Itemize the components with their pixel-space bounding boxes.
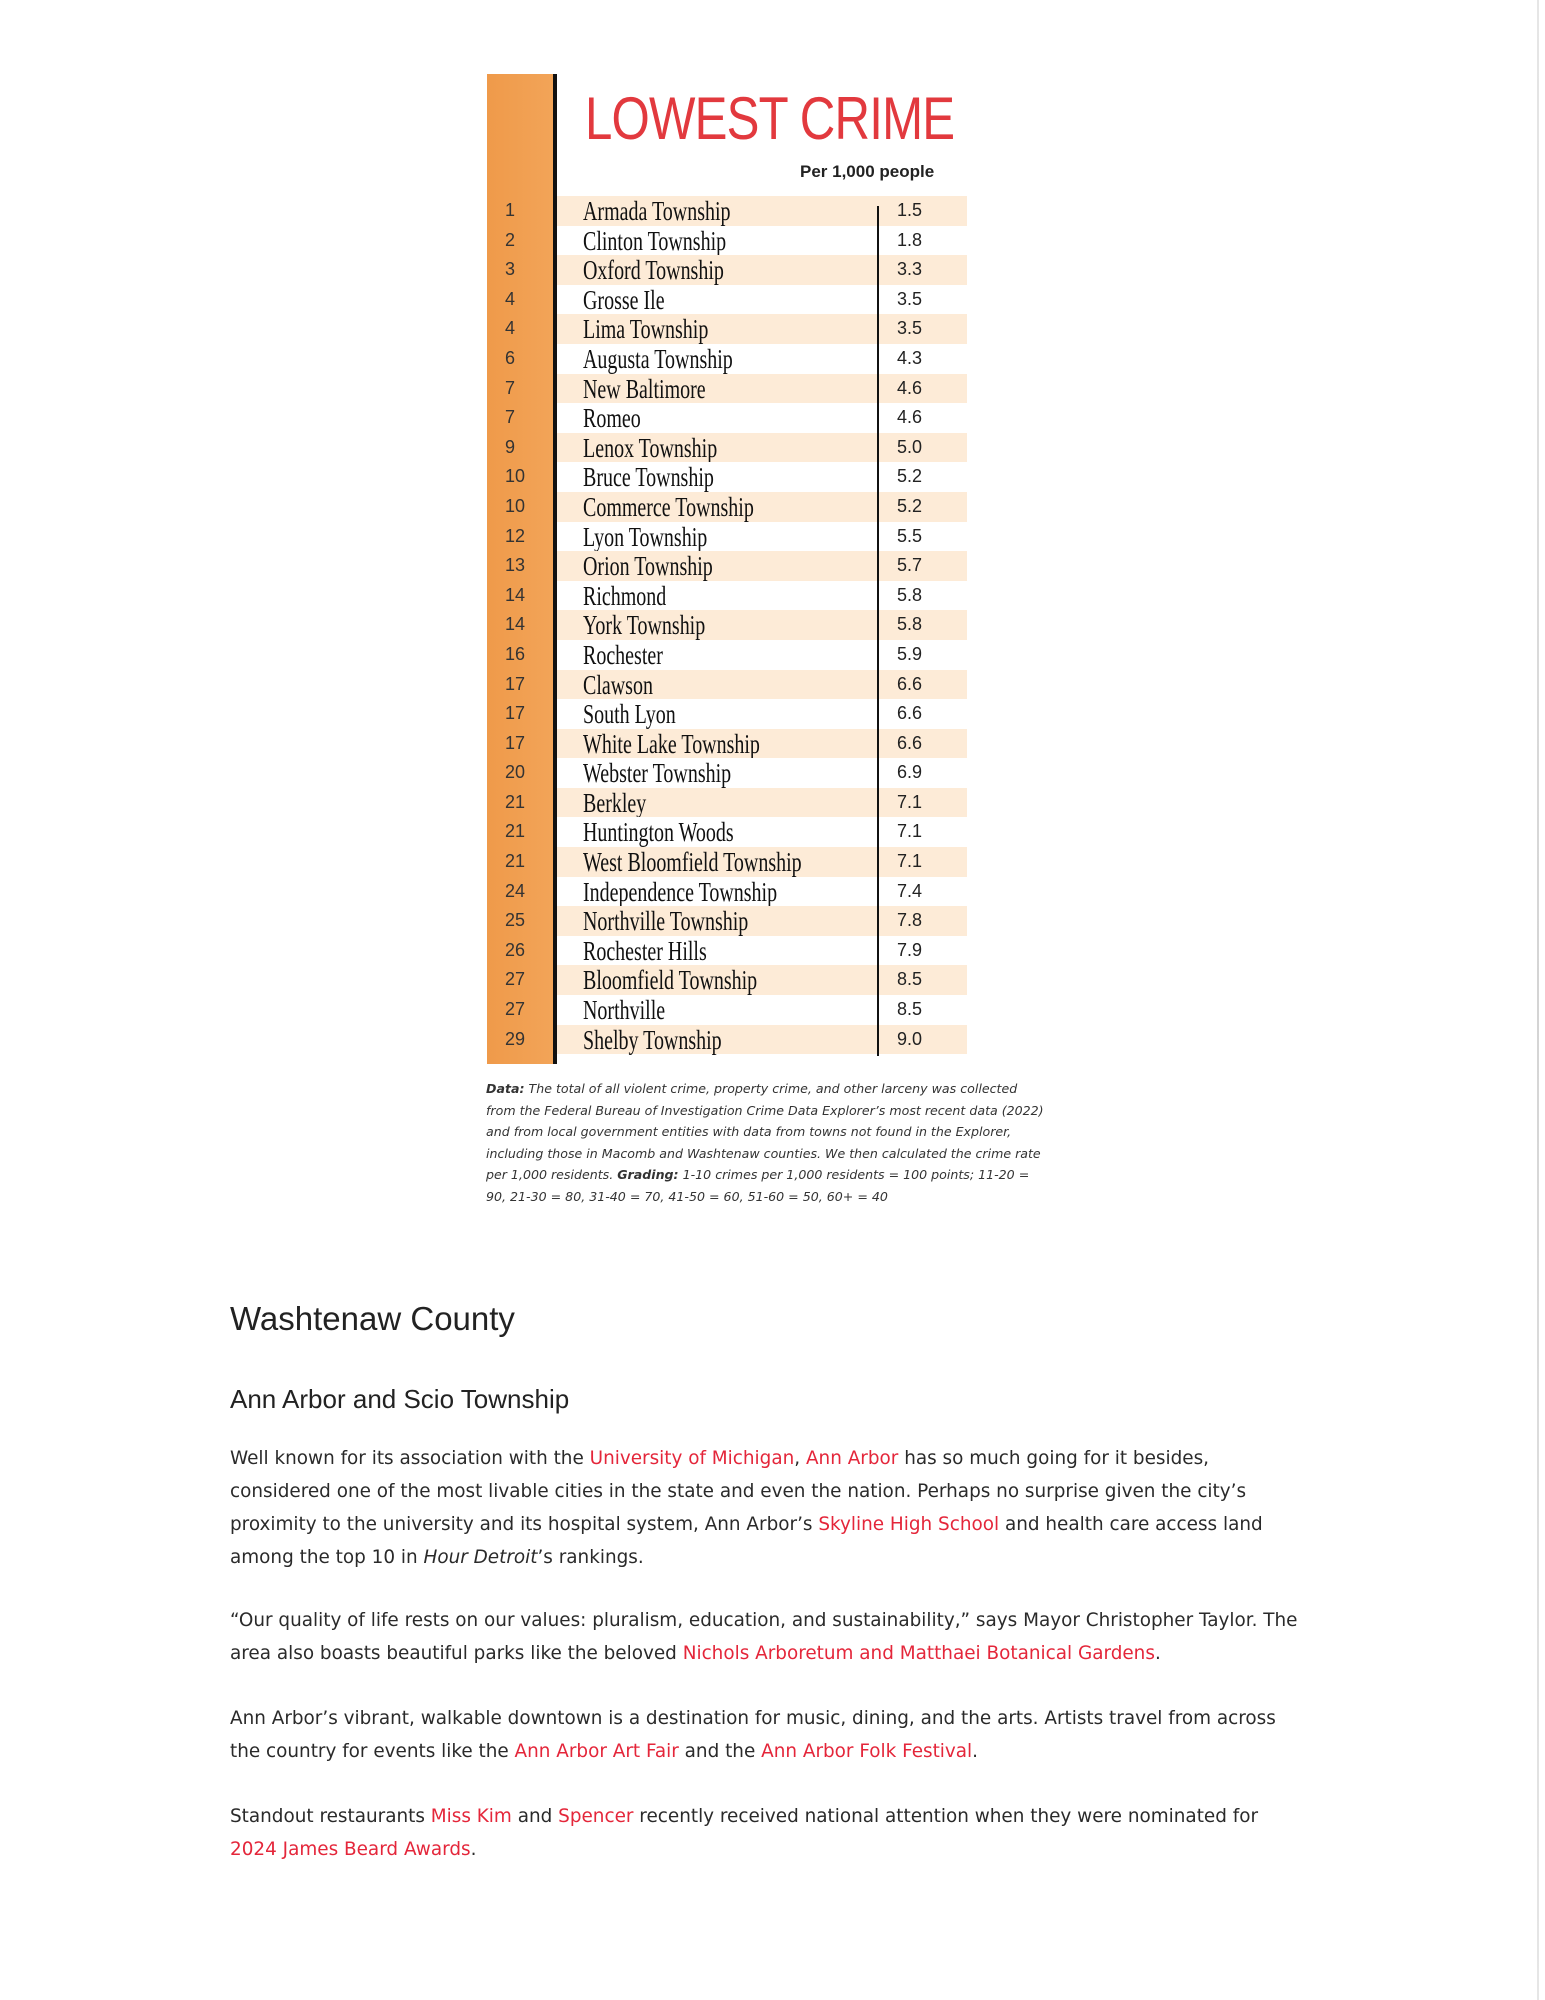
row-rank: 24 <box>505 880 526 901</box>
table-row <box>487 255 967 285</box>
row-rate: 8.5 <box>897 969 923 990</box>
row-town: Rochester Hills <box>583 935 707 966</box>
row-rate: 7.1 <box>897 791 923 812</box>
row-town: Bruce Township <box>583 462 714 493</box>
table-row <box>487 433 967 463</box>
row-rate: 7.8 <box>897 910 923 931</box>
row-rate: 3.3 <box>897 259 923 280</box>
row-rate: 1.5 <box>897 200 923 220</box>
p2-text-2: . <box>1154 1643 1161 1664</box>
row-rank: 9 <box>505 436 516 457</box>
row-rate: 7.1 <box>897 851 923 872</box>
p4-text-3: recently received national attention when they were nominated for <box>633 1806 1259 1827</box>
row-rate: 5.7 <box>897 555 923 576</box>
row-town: Bloomfield Township <box>583 965 758 996</box>
row-rank: 26 <box>505 939 526 960</box>
row-town: Romeo <box>583 403 641 434</box>
p4-text-1: Standout restaurants <box>230 1806 431 1827</box>
row-rank: 7 <box>505 377 516 398</box>
row-town: Independence Township <box>583 876 778 907</box>
row-town: Grosse Ile <box>583 284 665 315</box>
table-row <box>487 492 967 522</box>
row-rate: 5.2 <box>897 466 923 487</box>
row-rate: 5.5 <box>897 525 923 546</box>
table-row <box>487 551 967 581</box>
table-row <box>487 314 967 344</box>
row-rate: 1.8 <box>897 229 923 250</box>
p4-text-2: and <box>511 1806 559 1827</box>
row-rank: 21 <box>505 791 526 812</box>
row-rate: 3.5 <box>897 318 923 339</box>
row-town: Orion Township <box>583 551 713 582</box>
row-town: White Lake Township <box>583 728 760 759</box>
table-row <box>487 877 967 907</box>
row-rank: 14 <box>505 584 526 605</box>
footnote-data-label: Data: <box>486 1081 525 1096</box>
row-rate: 8.5 <box>897 999 923 1020</box>
table-row <box>487 285 967 315</box>
p1-text-2: , <box>794 1448 806 1469</box>
row-town: Shelby Township <box>583 1024 722 1055</box>
link-miss-kim[interactable]: Miss Kim <box>430 1806 512 1827</box>
row-rank: 2 <box>505 229 516 250</box>
row-rank: 25 <box>505 910 526 931</box>
p4-text-4: . <box>470 1839 477 1860</box>
row-rank: 12 <box>505 525 526 546</box>
row-rate: 3.5 <box>897 288 923 309</box>
table-row <box>487 965 967 995</box>
p3-text-3: . <box>972 1741 979 1762</box>
table-row <box>487 729 967 759</box>
row-rank: 1 <box>505 200 516 220</box>
row-rate: 9.0 <box>897 1028 923 1049</box>
table-title: LOWEST CRIME <box>585 85 955 152</box>
row-town: Northville Township <box>583 906 749 937</box>
row-rank: 20 <box>505 762 526 783</box>
table-row <box>487 196 967 226</box>
row-rate: 7.4 <box>897 880 923 901</box>
footnote-grading-text: 1-10 crimes per 1,000 residents = 100 points; 11-20 = 90, 21-30 = 80, 31-40 = 70, 41-50 = 60, 51-60 = 50, 60+ = 40 <box>486 1167 1030 1204</box>
footnote-grading-label: Grading: <box>617 1167 679 1182</box>
table-row <box>487 581 967 611</box>
lowest-crime-table <box>487 74 967 1064</box>
paragraph-1 <box>230 1442 1300 1574</box>
table-row <box>487 995 967 1025</box>
link-skyline-high-school[interactable]: Skyline High School <box>818 1514 1000 1535</box>
row-rate: 5.2 <box>897 495 923 516</box>
row-town: Lenox Township <box>583 432 718 463</box>
row-rate: 5.8 <box>897 614 923 635</box>
row-rate: 4.6 <box>897 377 923 398</box>
table-row <box>487 788 967 818</box>
row-town: Richmond <box>583 580 667 611</box>
table-row <box>487 699 967 729</box>
row-town: Clawson <box>583 669 653 700</box>
row-rank: 17 <box>505 673 526 694</box>
row-rate: 4.3 <box>897 347 923 368</box>
table-row <box>487 640 967 670</box>
row-rank: 3 <box>505 259 516 280</box>
link-james-beard-awards[interactable]: 2024 James Beard Awards <box>230 1839 471 1860</box>
table-row <box>487 344 967 374</box>
row-town: Lima Township <box>583 314 709 345</box>
row-town: Rochester <box>583 639 663 670</box>
link-nichols-arboretum[interactable]: Nichols Arboretum and Matthaei Botanical Gardens <box>682 1643 1155 1664</box>
row-town: Berkley <box>583 787 647 818</box>
row-town: New Baltimore <box>583 373 706 404</box>
row-rate: 4.6 <box>897 407 923 428</box>
paragraph-4 <box>230 1800 1300 1866</box>
row-town: Northville <box>583 995 666 1026</box>
rate-divider <box>877 206 879 1056</box>
p1-text-5: ’s rankings. <box>537 1547 644 1568</box>
paragraph-2 <box>230 1604 1300 1670</box>
row-rank: 17 <box>505 732 526 753</box>
row-rate: 5.8 <box>897 584 923 605</box>
row-rate: 6.9 <box>897 762 923 783</box>
row-rate: 5.0 <box>897 436 923 457</box>
row-rank: 17 <box>505 703 526 724</box>
row-rank: 27 <box>505 969 526 990</box>
row-rate: 6.6 <box>897 673 923 694</box>
table-row <box>487 226 967 256</box>
row-rate: 5.9 <box>897 643 923 664</box>
link-ann-arbor-art-fair[interactable]: Ann Arbor Art Fair <box>514 1741 679 1762</box>
link-ann-arbor[interactable]: Ann Arbor <box>805 1448 899 1469</box>
row-rate: 7.9 <box>897 939 923 960</box>
table-row <box>487 670 967 700</box>
table-footnote <box>486 1078 1046 1207</box>
row-rank: 6 <box>505 347 516 368</box>
row-rank: 7 <box>505 407 516 428</box>
table-row <box>487 817 967 847</box>
table-row <box>487 936 967 966</box>
row-rank: 21 <box>505 851 526 872</box>
p1-hour-detroit: Hour Detroit <box>423 1547 538 1568</box>
row-town: Huntington Woods <box>583 817 734 848</box>
p1-text-1: Well known for its association with the <box>230 1448 590 1469</box>
row-town: Commerce Township <box>583 491 754 522</box>
row-rate: 6.6 <box>897 703 923 724</box>
footnote-data-text: The total of all violent crime, property crime, and other larceny was collected from the Federal Bureau of Investigation Crime Data Explorer’s most recent data (2022) and from local government entities with data from towns not found in the Explorer, including those in Macomb and Washtenaw counties. We then calculated the crime rate per 1,000 residents. <box>486 1081 1044 1182</box>
table-row <box>487 462 967 492</box>
row-rate: 6.6 <box>897 732 923 753</box>
table-row <box>487 610 967 640</box>
row-rank: 10 <box>505 466 526 487</box>
table-row <box>487 1025 967 1055</box>
row-town: York Township <box>583 610 706 641</box>
table-row <box>487 847 967 877</box>
row-rank: 14 <box>505 614 526 635</box>
table-row <box>487 758 967 788</box>
table-row <box>487 906 967 936</box>
row-rank: 4 <box>505 318 516 339</box>
paragraph-3 <box>230 1702 1300 1768</box>
row-rank: 16 <box>505 643 526 664</box>
p2-text-1: “Our quality of life rests on our values: pluralism, education, and sustainability,” says Mayor Christopher Taylor. The area also boasts beautiful parks like the beloved <box>230 1610 1298 1664</box>
row-rank: 29 <box>505 1028 526 1049</box>
county-heading: Washtenaw County <box>230 1300 515 1337</box>
row-town: Lyon Township <box>583 521 708 552</box>
scan-edge <box>1537 0 1539 2000</box>
table-subtitle: Per 1,000 people <box>800 162 935 181</box>
table-row <box>487 374 967 404</box>
row-rank: 13 <box>505 555 526 576</box>
p1-text-3: has so much going for it besides, considered one of the most livable cities in the state and even the nation. Perhaps no surprise given the city’s proximity to the university and its hospital system, Ann Arbor’s <box>230 1448 1247 1535</box>
row-rank: 10 <box>505 495 526 516</box>
p3-text-1: Ann Arbor’s vibrant, walkable downtown is a destination for music, dining, and the arts. Artists travel from across the country for events like the <box>230 1708 1276 1762</box>
city-subheading: Ann Arbor and Scio Township <box>230 1384 570 1414</box>
p1-text-4: and health care access land among the top 10 in <box>230 1514 1263 1568</box>
link-university-of-michigan[interactable]: University of Michigan <box>589 1448 795 1469</box>
row-rate: 7.1 <box>897 821 923 842</box>
link-ann-arbor-folk-festival[interactable]: Ann Arbor Folk Festival <box>761 1741 973 1762</box>
p3-text-2: and the <box>678 1741 762 1762</box>
table-row <box>487 522 967 552</box>
table-rows <box>487 196 967 1054</box>
row-rank: 4 <box>505 288 516 309</box>
table-row <box>487 403 967 433</box>
row-town: Clinton Township <box>583 225 727 256</box>
row-town: Webster Township <box>583 758 732 789</box>
row-town: South Lyon <box>583 699 676 730</box>
row-town: Armada Township <box>583 196 731 226</box>
row-town: Augusta Township <box>583 343 733 374</box>
row-town: Oxford Township <box>583 255 724 286</box>
row-rank: 21 <box>505 821 526 842</box>
link-spencer[interactable]: Spencer <box>558 1806 634 1827</box>
row-town: West Bloomfield Township <box>583 847 802 878</box>
row-rank: 27 <box>505 999 526 1020</box>
